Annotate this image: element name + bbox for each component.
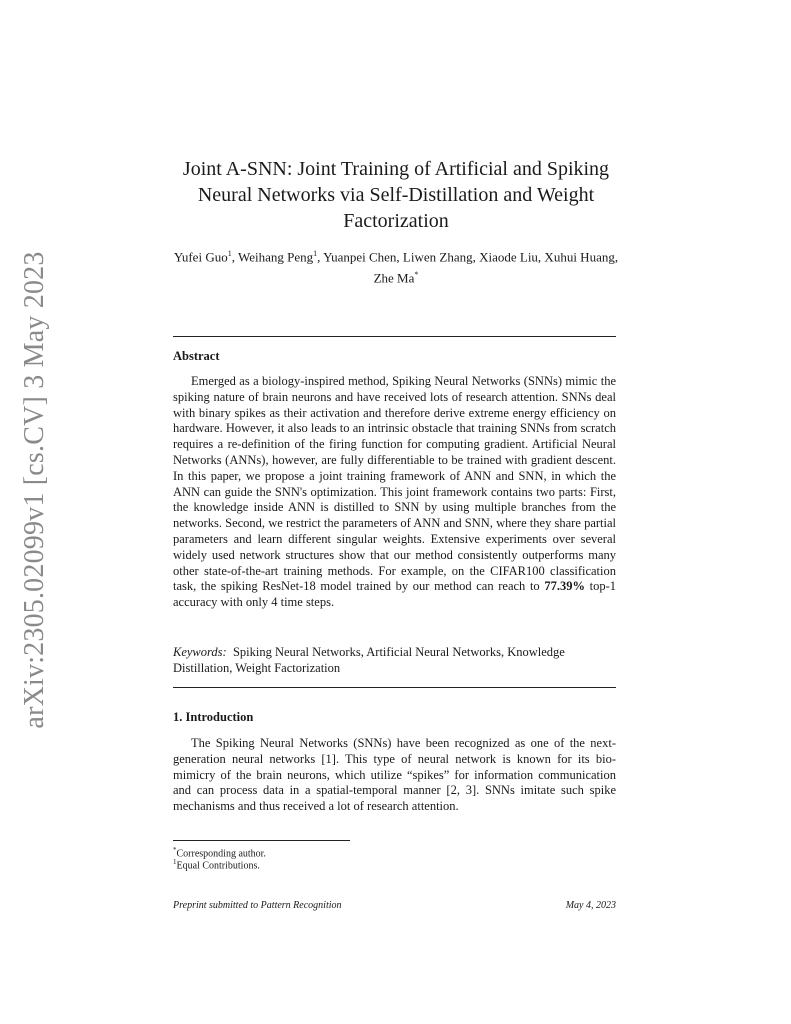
abstract-text-main: Emerged as a biology-inspired method, Spiking Neural Networks (SNNs) mimic the spiking nature of brain neurons and have received lots of research attention. SNNs deal with binary spikes as their activation and therefore derive extreme energy efficiency on hardware. However, it also leads to an intrinsic obstacle that training SNNs from scratch requires a re-definition of the firing function for computing gradient. Artificial Neural Networks (ANNs), however, are fully differentiable to be trained with gradient descent. In this paper, we propose a joint training framework of ANN and SNN, in which the ANN can guide the SNN's optimization. This joint framework contains two parts: First, the knowledge inside ANN is distilled to SNN by using multiple branches from the networks. Second, we restrict the parameters of ANN and SNN, where they share partial parameters and learn different singular weights. Extensive experiments over several widely used network structures show that our method consistently outperforms many other state-of-the-art training methods. For example, on the CIFAR100 classification task, the spiking ResNet-18 model trained by our method can reach to <box>173 374 616 594</box>
abstract-bottom-rule <box>173 687 616 688</box>
footer-journal: Preprint submitted to Pattern Recognition <box>173 900 342 911</box>
arxiv-identifier: arXiv:2305.02099v1 [cs.CV] 3 May 2023 <box>19 251 50 729</box>
introduction-text: The Spiking Neural Networks (SNNs) have been recognized as one of the next-generation neural networks [1]. This type of neural network is known for its bio-mimicry of the brain neurons, which utilize “spikes” for information communication and can process data in a spatial-temporal manner [2, 3]. SNNs imitate such spike mechanisms and thus received a lot of research attention. <box>173 736 616 814</box>
accuracy-highlight: 77.39% <box>544 579 585 594</box>
keywords-text: Spiking Neural Networks, Artificial Neural Networks, Knowledge Distillation, Weight Factorization <box>173 645 565 675</box>
affiliation-mark: 1 <box>227 249 232 258</box>
author-separator: , <box>231 249 238 265</box>
abstract-heading: Abstract <box>173 349 220 363</box>
author-names-rest: , Yuanpei Chen, Liwen Zhang, Xiaode Liu, Xuhui Huang, Zhe Ma <box>317 249 619 286</box>
introduction-heading: 1. Introduction <box>173 710 254 724</box>
corresponding-mark: * <box>414 270 419 280</box>
footnote-text: Equal Contributions. <box>176 860 260 872</box>
abstract-top-rule <box>173 336 616 337</box>
footnote-mark: 1 <box>173 858 177 866</box>
abstract-text-end: top-1 accuracy with only 4 time steps. <box>173 579 616 610</box>
author-name: Weihang Peng <box>237 249 314 265</box>
footnote-mark: * <box>173 846 177 854</box>
affiliation-mark: 1 <box>313 249 318 258</box>
keywords <box>173 644 616 676</box>
abstract-text <box>173 374 616 611</box>
author-list <box>168 245 624 288</box>
footnote-equal-contribution <box>173 856 260 872</box>
author-name: Yufei Guo <box>173 249 228 265</box>
footnote-text: Corresponding author. <box>176 848 266 860</box>
footnote-rule <box>173 840 350 841</box>
paper-title: Joint A-SNN: Joint Training of Artificial and Spiking Neural Networks via Self-Distillation and Weight Factorization <box>182 158 610 232</box>
keywords-label: Keywords: <box>173 645 227 659</box>
footer-date: May 4, 2023 <box>565 900 616 911</box>
